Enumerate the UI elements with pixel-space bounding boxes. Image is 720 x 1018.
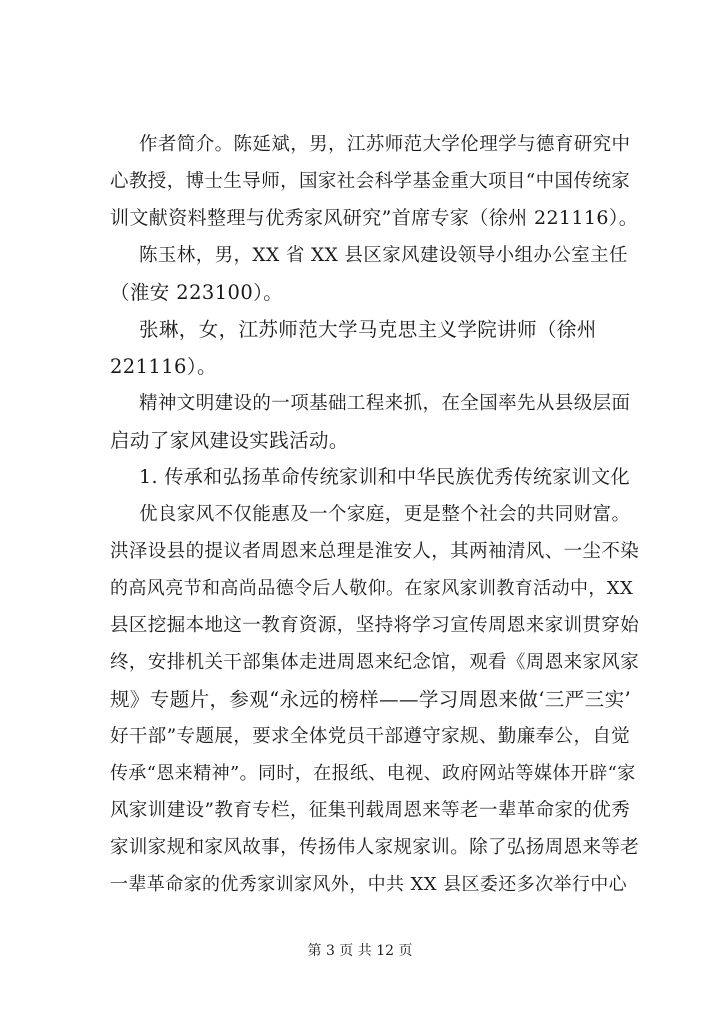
text-line: 好干部”专题展，要求全体党员干部遵守家规、勤廉奉公，自觉 bbox=[110, 726, 631, 747]
text-line: 训文献资料整理与优秀家风研究”首席专家（徐州 221116）。 bbox=[110, 207, 639, 229]
text-line: 陈玉林，男，XX 省 XX 县区家风建设领导小组办公室主任 bbox=[139, 245, 628, 266]
text-line: 规》专题片，参观“永远的榜样——学习周恩来做‘三严三实’ bbox=[110, 688, 632, 711]
text-line: 启动了家风建设实践活动。 bbox=[110, 429, 349, 452]
text-line: 家训家规和家风故事，传扬伟人家规家训。除了弘扬周恩来等老 bbox=[110, 837, 640, 858]
text-line: 张琳，女，江苏师范大学马克思主义学院讲师（徐州 bbox=[139, 318, 597, 341]
text-line: 县区挖掘本地这一教育资源，坚持将学习宣传周恩来家训贯穿始 bbox=[110, 615, 640, 636]
text-line: 心教授，博士生导师，国家社会科学基金重大项目“中国传统家 bbox=[110, 171, 631, 192]
text-line: 风家训建设”教育专栏，征集刊载周恩来等老一辈革命家的优秀 bbox=[110, 800, 631, 821]
text-line: 洪泽设县的提议者周恩来总理是淮安人，其两袖清风、一尘不染 bbox=[110, 541, 640, 562]
text-line: 的高风亮节和高尚品德令后人敬仰。在家风家训教育活动中，XX bbox=[110, 578, 634, 599]
text-line: 传承“恩来精神”。同时，在报纸、电视、政府网站等媒体开辟“家 bbox=[110, 763, 636, 784]
page-number-footer: 第 3 页 共 12 页 bbox=[307, 943, 413, 959]
section-heading: 1. 传承和弘扬革命传统家训和中华民族优秀传统家训文化 bbox=[139, 466, 630, 488]
text-line: 作者简介。陈延斌，男，江苏师范大学伦理学与德育研究中 bbox=[139, 134, 631, 155]
text-line: 精神文明建设的一项基础工程来抓，在全国率先从县级层面 bbox=[139, 393, 631, 414]
text-line: 终，安排机关干部集体走进周恩来纪念馆，观看《周恩来家风家 bbox=[110, 652, 640, 673]
text-line: 优良家风不仅能惠及一个家庭，更是整个社会的共同财富。 bbox=[139, 504, 631, 525]
text-line: 一辈革命家的优秀家训家风外，中共 XX 县区委还多次举行中心 bbox=[110, 874, 628, 895]
text-line: 221116）。 bbox=[110, 355, 217, 378]
text-line: （淮安 223100）。 bbox=[110, 281, 284, 304]
document-body bbox=[110, 126, 640, 903]
